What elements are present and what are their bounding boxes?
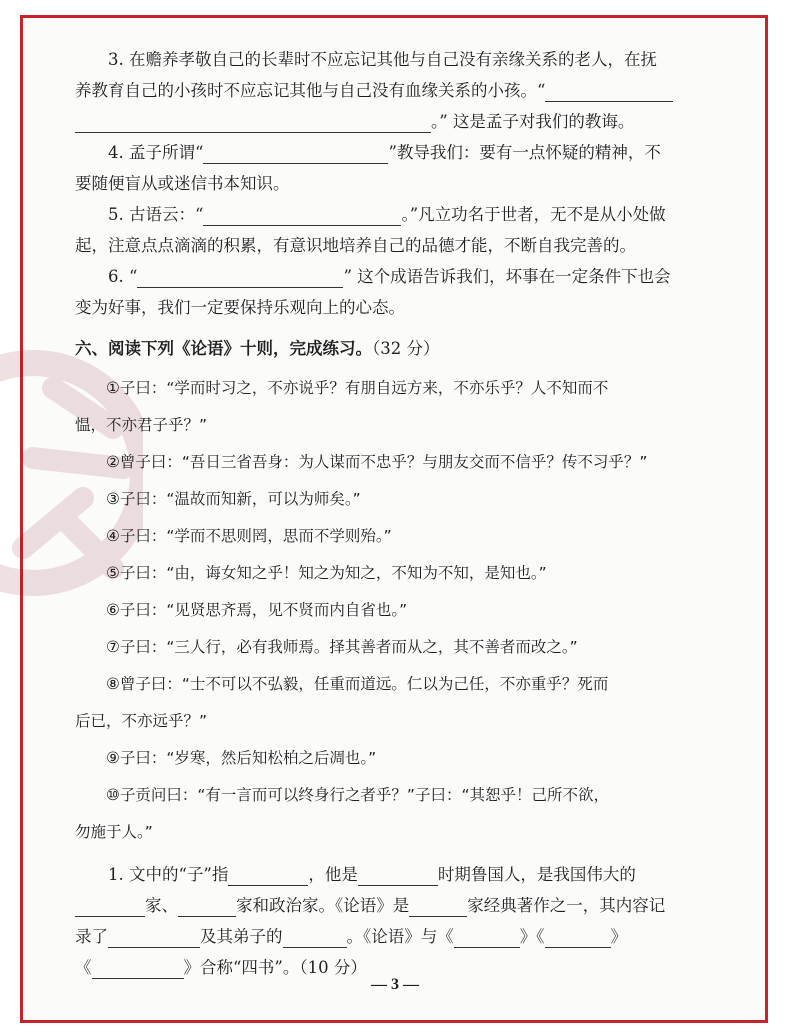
item4-line1 (75, 137, 743, 168)
exercise1-blank-9[interactable] (545, 927, 611, 948)
item3-blank-b[interactable] (75, 112, 431, 133)
item3-line3 (75, 106, 743, 137)
quote-10-line2: 勿施于人。” (75, 823, 153, 841)
exercise1-text-13: 》合称“四书”。（10 分） (183, 958, 367, 977)
item6-line2: 变为好事，我们一定要保持乐观向上的心态。 (75, 298, 405, 317)
exercise1-blank-1[interactable] (228, 865, 308, 886)
quote-3: ③子曰：“温故而知新，可以为师矣。” (106, 490, 361, 508)
item6-line1 (75, 261, 743, 292)
exercise1-line1 (75, 859, 743, 890)
quote-7: ⑦子曰：“三人行，必有我师焉。择其善者而从之，其不善者而改之。” (106, 638, 578, 656)
exercise1-text-9: 。《论语》与《 (346, 927, 454, 946)
exercise1-blank-6[interactable] (108, 927, 200, 948)
exercise1-text-6: 家经典著作之一，其内容记 (467, 896, 666, 915)
item6-blank[interactable] (137, 267, 343, 288)
exercise1-text-10: 》《 (519, 927, 545, 946)
item3-line1: 3. 在赡养孝敬自己的长辈时不应忘记其他与自己没有亲缘关系的老人，在抚 (108, 50, 657, 69)
item3-text-b: 养教育自己的小孩时不应忘记其他与自己没有血缘关系的小孩。“ (75, 81, 546, 100)
exercise1-text-7: 录了 (75, 927, 108, 946)
item3-line2 (75, 75, 743, 106)
item5-text-b: 。”凡立功名于世者，无不是从小处做 (401, 205, 666, 224)
quote-8-line2: 后已，不亦远乎？” (75, 712, 208, 730)
item5-blank[interactable] (203, 205, 401, 226)
exercise1-blank-4[interactable] (178, 896, 236, 917)
item5-line1 (75, 199, 743, 230)
section6-title: 六、阅读下列《论语》十则，完成练习。 (75, 339, 372, 358)
quote-4: ④子曰：“学而不思则罔，思而不学则殆。” (106, 527, 392, 545)
exercise1-blank-2[interactable] (358, 865, 438, 886)
quote-1-line2: 愠，不亦君子乎？” (75, 416, 208, 434)
quote-2: ②曾子曰：“吾日三省吾身：为人谋而不忠乎？与朋友交而不信乎？传不习乎？” (106, 453, 648, 471)
item6-text-b: ” 这个成语告诉我们，坏事在一定条件下也会 (343, 267, 671, 286)
exercise1-text-11: 》 (610, 927, 627, 946)
item6-text-a: 6. “ (108, 267, 138, 286)
section6-heading (75, 333, 743, 364)
item4-text-a: 4. 孟子所谓“ (108, 143, 204, 162)
exercise1-text-4: 家、 (145, 896, 178, 915)
exercise1-text-5: 家和政治家。《论语》是 (236, 896, 410, 915)
quote-1-line1: ①子曰：“学而时习之，不亦说乎？有朋自远方来，不亦乐乎？人不知而不 (106, 379, 609, 397)
exercise1-text-8: 及其弟子的 (200, 927, 283, 946)
exercise1-blank-7[interactable] (283, 927, 347, 948)
quote-10-line1: ⑩子贡问曰：“有一言而可以终身行之者乎？”子曰：“其恕乎！己所不欲， (106, 786, 609, 804)
exercise1-line3 (75, 921, 743, 952)
quote-6: ⑥子曰：“见贤思齐焉，见不贤而内自省也。” (106, 601, 408, 619)
exercise1-blank-8[interactable] (454, 927, 520, 948)
exercise1-text-1: 1. 文中的“子”指 (108, 865, 229, 884)
item5-line2: 起，注意点点滴滴的积累，有意识地培养自己的品德才能，不断自我完善的。 (75, 236, 636, 255)
item3-text-c: 。” 这是孟子对我们的教诲。 (431, 112, 635, 131)
item3-blank-a[interactable] (545, 81, 673, 102)
exercise1-text-2: ，他是 (308, 865, 358, 884)
item4-text-b: ”教导我们：要有一点怀疑的精神，不 (388, 143, 661, 162)
exercise1-blank-3[interactable] (75, 896, 145, 917)
item5-text-a: 5. 古语云：“ (108, 205, 204, 224)
exercise1-blank-5[interactable] (409, 896, 467, 917)
page-content (75, 44, 743, 983)
quote-5: ⑤子曰：“由，诲女知之乎！知之为知之，不知为不知，是知也。” (106, 564, 547, 582)
item4-line2: 要随便盲从或迷信书本知识。 (75, 174, 290, 193)
exercise1-text-3: 时期鲁国人，是我国伟大的 (437, 865, 636, 884)
section6-points: （32 分） (372, 339, 440, 358)
page-number: — 3 — (371, 976, 419, 993)
quote-9: ⑨子曰：“岁寒，然后知松柏之后凋也。” (106, 749, 377, 767)
exercise1-text-12: 《 (75, 958, 92, 977)
exercise1-line2 (75, 890, 743, 921)
item4-blank[interactable] (203, 143, 388, 164)
quote-8-line1: ⑧曾子曰：“士不可以不弘毅，任重而道远。仁以为己任，不亦重乎？死而 (106, 675, 609, 693)
